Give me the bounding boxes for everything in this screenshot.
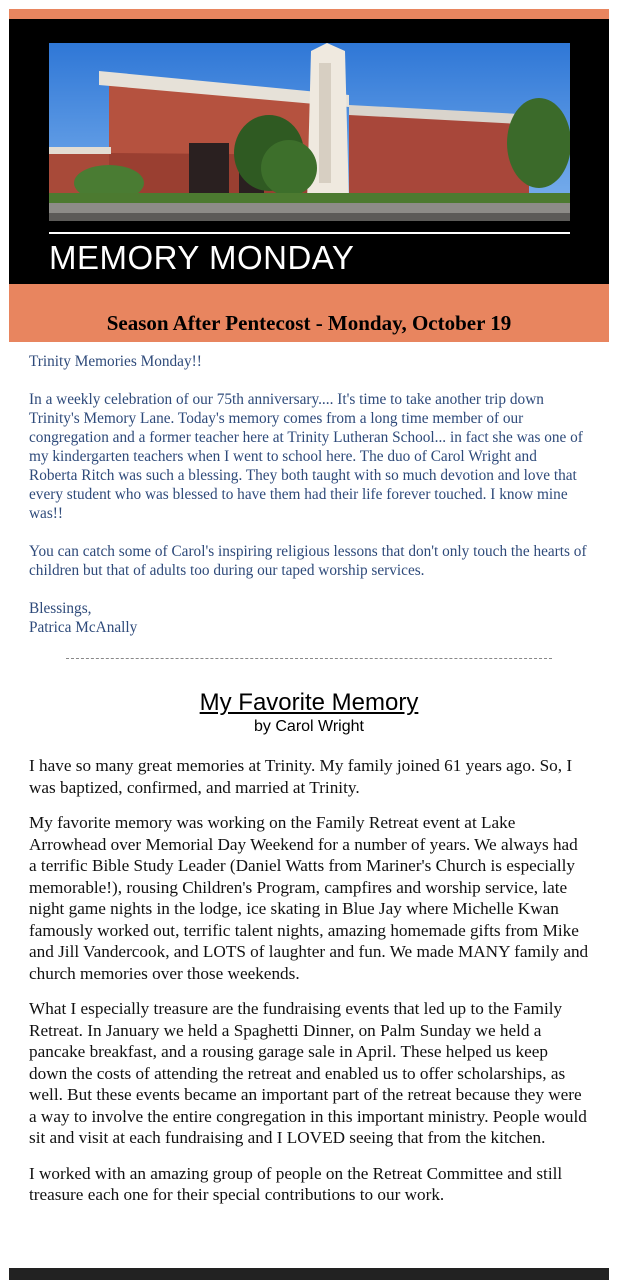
- newsletter: [9, 9, 609, 1220]
- banner-divider-line: [49, 232, 570, 234]
- church-photo: [49, 43, 570, 221]
- season-bar: [9, 284, 609, 342]
- story-byline: by Carol Wright: [254, 718, 364, 735]
- intro-section: [9, 342, 609, 637]
- intro-signoff: [29, 599, 589, 637]
- story-paragraph: What I especially treasure are the fundraising events that led up to the Family Retreat. In January we held a Spaghetti Dinner, on Palm Sunday we held a pancake breakfast, and a rousing garage sale in April. These helped us keep down the costs of attending the retreat and enabled us to offer scholarships, as well. But these events became an important part of the retreat because they were a way to involve the entire congregation in this important ministry. People would sit and visit at each fundraising and I LOVED seeing that from the kitchen.: [29, 999, 587, 1147]
- intro-closing: Blessings,: [29, 600, 92, 617]
- intro-signature: Patrica McAnally: [29, 619, 138, 636]
- top-accent-strip: [9, 9, 609, 19]
- intro-paragraph: In a weekly celebration of our 75th anniversary.... It's time to take another trip down Trinity's Memory Lane. Today's memory comes from a long time member of our congregation and a former teacher here at Trinity Lutheran School... in fact she was one of my kindergarten teachers when I went to school here. The duo of Carol Wright and Roberta Ritch was such a blessing. They both taught with so much devotion and love that every student who was blessed to have them had their life forever touched. I know mine was!!: [29, 391, 583, 522]
- season-date-heading: Season After Pentecost - Monday, October 19: [106, 311, 512, 335]
- story-paragraph: I have so many great memories at Trinity. My family joined 61 years ago. So, I was baptized, confirmed, and married at Trinity.: [29, 756, 573, 797]
- intro-paragraph: You can catch some of Carol's inspiring religious lessons that don't only touch the hearts of children but that of adults too during our taped worship services.: [29, 543, 587, 579]
- story-title: My Favorite Memory: [199, 689, 419, 716]
- dashed-divider: [66, 658, 552, 659]
- header-banner: [9, 19, 609, 284]
- bottom-bar: [9, 1268, 609, 1280]
- story-paragraph: My favorite memory was working on the Family Retreat event at Lake Arrowhead over Memorial Day Weekend for a number of years. We always had a terrific Bible Study Leader (Daniel Watts from Mariner's Church is especially memorable!), rousing Children's Program, campfires and worship service, late night game nights in the lodge, ice skating in Blue Jay where Michelle Kwan famously worked out, terrific talent nights, amazing homemade gifts from Mike and Jill Vandercook, and LOTS of laughter and fun. We made MANY family and church memories over those weekends.: [29, 813, 589, 983]
- story-body: [9, 737, 609, 1206]
- banner-title: MEMORY MONDAY: [49, 239, 355, 276]
- story-paragraph: I worked with an amazing group of people on the Retreat Committee and still treasure each one for their special contributions to our work.: [29, 1163, 563, 1204]
- intro-heading: Trinity Memories Monday!!: [29, 353, 202, 370]
